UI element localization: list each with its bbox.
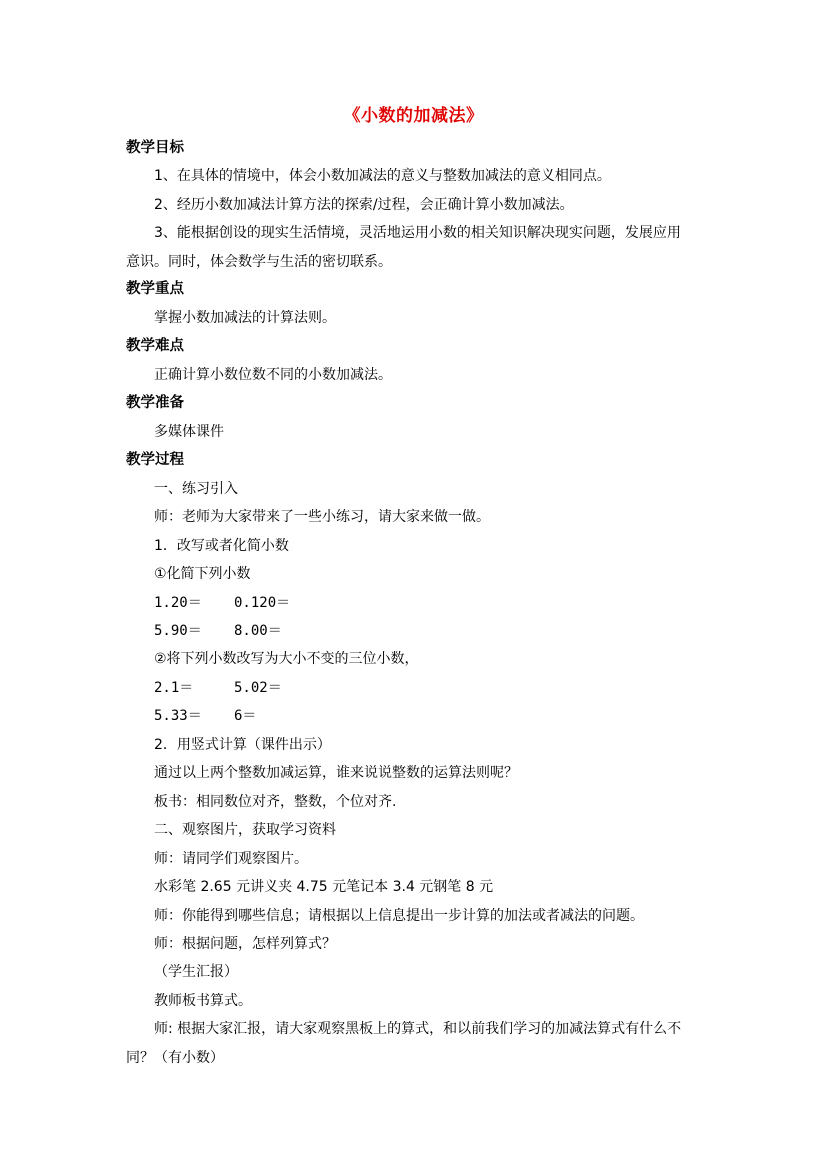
heading-teaching-goals: 教学目标: [126, 140, 184, 156]
process-line: 水彩笔 2.65 元讲义夹 4.75 元笔记本 3.4 元钢笔 8 元: [154, 879, 494, 895]
goal-item-3-continued: 意识。同时，体会数学与生活的密切联系。: [126, 254, 392, 270]
exercise-row: [154, 621, 282, 641]
goal-item-1: 1、在具体的情境中，体会小数加减法的意义与整数加减法的意义相同点。: [154, 168, 611, 184]
process-line: 师：根据问题，怎样列算式？: [154, 936, 336, 952]
process-line: 师：请同学们观察图片。: [154, 851, 308, 867]
process-line: 师: 根据大家汇报，请大家观察黑板上的算式，和以前我们学习的加减法算式有什么不: [154, 1021, 682, 1037]
process-line-continued: 同？（有小数）: [126, 1050, 224, 1066]
process-line: 1．改写或者化简小数: [154, 538, 289, 554]
exercise-row: [154, 678, 282, 698]
process-line: 师：老师为大家带来了一些小练习，请大家来做一做。: [154, 509, 490, 525]
heading-preparation: 教学准备: [126, 395, 184, 411]
goal-item-2: 2、经历小数加减法计算方法的探索/过程，会正确计算小数加减法。: [154, 197, 574, 213]
heading-process: 教学过程: [126, 452, 184, 468]
exercise-item: 1.20＝: [154, 595, 202, 611]
exercise-item: 8.00＝: [234, 623, 282, 639]
preparation-text: 多媒体课件: [154, 424, 224, 440]
exercise-row: [154, 593, 290, 613]
exercise-item: 6＝: [234, 708, 257, 724]
process-line: 板书：相同数位对齐，整数，个位对齐.: [154, 794, 397, 810]
process-line: ①化简下列小数: [154, 566, 251, 582]
process-section-1: 一、练习引入: [154, 481, 238, 497]
document-title: 《小数的加减法》: [343, 106, 484, 126]
exercise-item: 2.1＝: [154, 680, 194, 696]
key-point-text: 掌握小数加减法的计算法则。: [154, 310, 336, 326]
exercise-item: 5.90＝: [154, 623, 202, 639]
process-line: 教师板书算式。: [154, 993, 252, 1009]
process-line: ②将下列小数改写为大小不变的三位小数，: [154, 651, 419, 667]
process-line: （学生汇报）: [154, 964, 238, 980]
process-line: 通过以上两个整数加减运算，谁来说说整数的运算法则呢？: [154, 765, 518, 781]
goal-item-3: 3、能根据创设的现实生活情境，灵活地运用小数的相关知识解决现实问题，发展应用: [154, 225, 681, 241]
heading-key-points: 教学重点: [126, 281, 184, 297]
process-section-2: 二、观察图片，获取学习资料: [154, 822, 336, 838]
difficulty-text: 正确计算小数位数不同的小数加减法。: [154, 367, 392, 383]
process-line: 师：你能得到哪些信息；请根据以上信息提出一步计算的加法或者减法的问题。: [154, 908, 644, 924]
exercise-row: [154, 706, 256, 726]
exercise-item: 5.02＝: [234, 680, 282, 696]
exercise-item: 5.33＝: [154, 708, 202, 724]
process-line: 2．用竖式计算（课件出示）: [154, 737, 331, 753]
exercise-item: 0.120＝: [234, 595, 291, 611]
heading-difficulties: 教学难点: [126, 338, 184, 354]
